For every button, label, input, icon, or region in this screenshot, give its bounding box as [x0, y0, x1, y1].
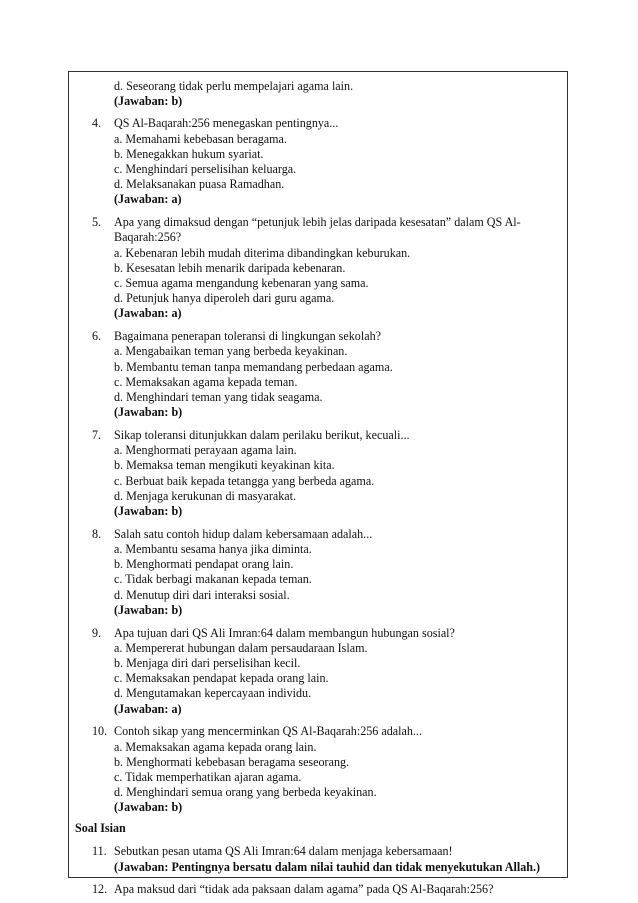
option-line: c. Berbuat baik kepada tetangga yang berbeda agama. [114, 473, 375, 488]
option-line: c. Semua agama mengandung kebenaran yang sama. [114, 276, 369, 290]
question-number: 9. [92, 625, 102, 640]
question-number: 10. [92, 724, 108, 739]
option-line: a. Membantu sesama hanya jika diminta. [114, 542, 312, 556]
option-line: d. Menutup diri dari interaksi sosial. [114, 587, 290, 602]
option-line: b. Menjaga diri dari perselisihan kecil. [114, 656, 301, 670]
question-number: 7. [92, 428, 102, 442]
option-line: d. Menghindari teman yang tidak seagama. [114, 390, 323, 404]
line-text: d. Seseorang tidak perlu mempelajari agama lain. [114, 79, 354, 93]
answer-key: (Jawaban: a) [114, 192, 182, 207]
option-line: a. Menghormati perayaan agama lain. [114, 443, 297, 458]
option-line: b. Memaksa teman mengikuti keyakinan kita. [114, 458, 335, 473]
option-line: d. Menjaga kerukunan di masyarakat. [114, 488, 297, 503]
option-line: c. Menghindari perselisihan keluarga. [114, 162, 297, 176]
option-line: b. Menghormati pendapat orang lain. [114, 557, 294, 572]
document-frame [68, 71, 568, 897]
option-line: d. Mengutamakan kepercayaan individu. [114, 686, 312, 701]
option-line: Baqarah:256? [114, 230, 182, 245]
question-text: Apa maksud dari “tidak ada paksaan dalam agama” pada QS Al-Baqarah:256? [114, 882, 494, 897]
option-line: c. Memaksakan pendapat kepada orang lain. [114, 671, 329, 686]
option-line: a. Memaksakan agama kepada orang lain. [114, 739, 317, 754]
option-line: c. Tidak berbagi makanan kepada teman. [114, 572, 312, 587]
question-number: 4. [92, 116, 102, 131]
option-line: c. Memaksakan agama kepada teman. [114, 374, 298, 389]
question-text: Apa tujuan dari QS Ali Imran:64 dalam membangun hubungan sosial? [114, 625, 455, 640]
question-number: 5. [92, 215, 102, 230]
option-line: a. Mempererat hubungan dalam persaudaraan Islam. [114, 640, 368, 655]
option-line: a. Kebenaran lebih mudah diterima dibandingkan keburukan. [114, 245, 411, 260]
question-text: Apa yang dimaksud dengan “petunjuk lebih jelas daripada kesesatan” dalam QS Al- [114, 215, 521, 230]
option-line: d. Menghindari semua orang yang berbeda keyakinan. [114, 785, 377, 800]
option-line: a. Mengabaikan teman yang berbeda keyakinan. [114, 344, 348, 359]
answer-key: (Jawaban: b) [114, 602, 183, 617]
question-number: 6. [92, 329, 102, 344]
option-line: b. Kesesatan lebih menarik daripada kebenaran. [114, 260, 346, 275]
answer-key: (Jawaban: Pentingnya bersatu dalam nilai tauhid dan tidak menyekutukan Allah.) [114, 859, 541, 874]
line-text: (Jawaban: b) [114, 94, 183, 109]
section-heading: Soal Isian [75, 821, 126, 836]
answer-key: (Jawaban: b) [114, 504, 183, 518]
question-text: Bagaimana penerapan toleransi di lingkungan sekolah? [114, 329, 381, 344]
answer-key: (Jawaban: b) [114, 800, 183, 815]
question-text: Contoh sikap yang mencerminkan QS Al-Baqarah:256 adalah... [114, 724, 422, 739]
answer-key: (Jawaban: a) [114, 701, 182, 716]
option-line: d. Petunjuk hanya diperoleh dari guru agama. [114, 291, 335, 306]
question-number: 8. [92, 526, 102, 541]
answer-key: (Jawaban: b) [114, 405, 183, 420]
option-line: b. Menegakkan hukum syariat. [114, 146, 264, 161]
option-line: a. Memahami kebebasan beragama. [114, 131, 287, 146]
question-number: 11. [92, 844, 107, 859]
question-text: Sebutkan pesan utama QS Ali Imran:64 dalam menjaga kebersamaan! [114, 844, 453, 859]
answer-key: (Jawaban: a) [114, 306, 182, 321]
option-line: b. Membantu teman tanpa memandang perbedaan agama. [114, 359, 393, 374]
question-text: Sikap toleransi ditunjukkan dalam perilaku berikut, kecuali... [114, 428, 410, 442]
option-line: b. Menghormati kebebasan beragama seseorang. [114, 754, 350, 769]
question-text: Salah satu contoh hidup dalam kebersamaan adalah... [114, 526, 373, 541]
option-line: c. Tidak memperhatikan ajaran agama. [114, 770, 302, 784]
option-line: d. Melaksanakan puasa Ramadhan. [114, 177, 285, 192]
question-text: QS Al-Baqarah:256 menegaskan pentingnya... [114, 116, 339, 131]
question-number: 12. [92, 882, 108, 897]
